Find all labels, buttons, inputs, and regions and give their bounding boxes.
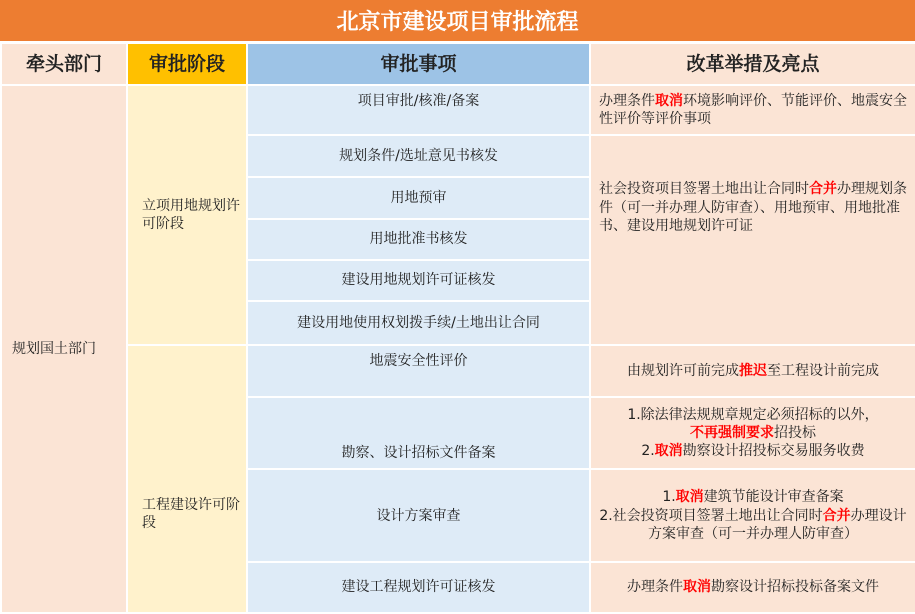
reform-text: 环境影响评价、节能评价、地震安全性评价等评价事项 <box>599 93 907 128</box>
item-cell: 项目审批/核准/备案 <box>247 85 590 135</box>
reform-highlight: 不再强制要求 <box>690 425 774 442</box>
item-cell: 地震安全性评价 <box>247 345 590 397</box>
reform-highlight: 推迟 <box>739 363 767 379</box>
reform-text: 办理条件 <box>599 93 655 110</box>
reform-highlight: 取消 <box>654 443 683 460</box>
reform-highlight: 取消 <box>683 579 711 596</box>
reform-text: 2.社会投资项目签署土地出让合同时 <box>599 507 823 524</box>
approval-table <box>0 42 915 614</box>
reform-text: 由规划许可前完成 <box>627 363 739 379</box>
header-stage: 审批阶段 <box>127 43 247 85</box>
header-dept: 牵头部门 <box>1 43 127 85</box>
reform-cell-2 <box>590 135 915 345</box>
reform-text: 1.除法律法规规章规定必须招标的以外， <box>627 407 879 424</box>
stage-cell-1: 立项用地规划许可阶段 <box>127 85 247 345</box>
item-cell: 用地预审 <box>247 177 590 218</box>
reform-cell-5 <box>590 469 915 561</box>
reform-text: 2. <box>641 443 655 460</box>
item-cell: 勘察、设计招标文件备案 <box>247 397 590 469</box>
reform-text: 勘察设计招投标交易服务收费 <box>682 443 865 460</box>
stage-cell-2: 工程建设许可阶段 <box>127 345 247 613</box>
header-item: 审批事项 <box>247 43 590 85</box>
reform-cell-6 <box>590 562 915 613</box>
item-cell: 建设用地规划许可证核发 <box>247 260 590 301</box>
header-reform: 改革举措及亮点 <box>590 43 915 85</box>
header-row <box>1 43 915 85</box>
reform-cell-3 <box>590 345 915 397</box>
reform-cell-1 <box>590 85 915 135</box>
reform-highlight: 取消 <box>675 489 704 506</box>
reform-cell-4 <box>590 397 915 469</box>
item-cell: 建设工程规划许可证核发 <box>247 562 590 613</box>
page-title: 北京市建设项目审批流程 <box>0 0 915 41</box>
reform-text: 1. <box>662 489 676 506</box>
item-cell: 建设用地使用权划拨手续/土地出让合同 <box>247 301 590 345</box>
dept-cell: 规划国土部门 <box>1 85 127 613</box>
reform-text: 勘察设计招标投标备案文件 <box>711 579 879 596</box>
reform-text: 办理条件 <box>627 579 683 596</box>
item-cell: 规划条件/选址意见书核发 <box>247 135 590 177</box>
table-row <box>1 345 915 397</box>
reform-text: 建筑节能设计审查备案 <box>703 489 844 506</box>
item-cell: 设计方案审查 <box>247 469 590 561</box>
reform-text: 社会投资项目签署土地出让合同时 <box>599 181 809 198</box>
reform-highlight: 取消 <box>655 93 683 110</box>
reform-text: 办理设计方案审查（可一并办理人防审查） <box>648 507 907 542</box>
reform-text: 办理规划条件（可一并办理人防审查）、用地预审、用地批准书、建设用地规划许可证 <box>599 181 907 234</box>
reform-text: 至工程设计前完成 <box>767 363 879 379</box>
item-cell: 用地批准书核发 <box>247 219 590 260</box>
reform-highlight: 合并 <box>822 507 851 524</box>
table-row <box>1 85 915 135</box>
reform-highlight: 合并 <box>809 181 837 198</box>
reform-text: 招投标 <box>774 425 816 442</box>
